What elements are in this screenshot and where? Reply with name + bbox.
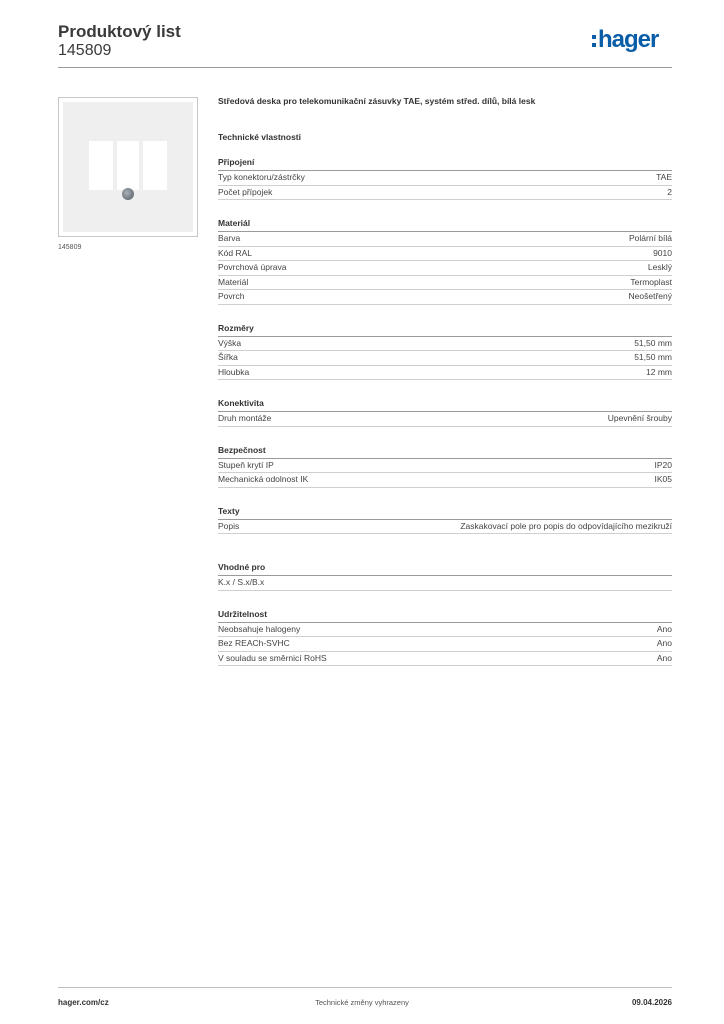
section-title: Vhodné pro — [218, 561, 672, 576]
spec-label: Bez REACh-SVHC — [218, 638, 290, 648]
spec-row — [218, 171, 672, 186]
spec-value: IK05 — [654, 474, 672, 484]
section-title: Rozměry — [218, 322, 672, 337]
connector-slot-middle — [117, 141, 139, 190]
section-title: Připojení — [218, 156, 672, 171]
spec-row — [218, 186, 672, 201]
spec-row — [218, 412, 672, 427]
spec-row — [218, 232, 672, 247]
spec-label: Mechanická odolnost IK — [218, 474, 309, 484]
footer-divider — [58, 987, 672, 988]
spec-value: Neošetřený — [628, 291, 672, 301]
product-image — [58, 97, 198, 237]
spec-label: Hloubka — [218, 366, 250, 377]
spec-label: Druh montáže — [218, 413, 272, 423]
spec-value: IP20 — [654, 459, 672, 470]
image-caption: 145809 — [58, 244, 82, 251]
spec-label: Typ konektoru/zástrčky — [218, 172, 305, 182]
spec-label: Barva — [218, 233, 241, 243]
spec-label: Povrchová úprava — [218, 262, 287, 272]
section-title: Bezpečnost — [218, 444, 672, 459]
spec-label: Počet přípojek — [218, 186, 273, 197]
spec-row — [218, 652, 672, 667]
screw-icon — [122, 188, 134, 200]
center-plate — [63, 102, 193, 232]
spec-section — [218, 608, 672, 667]
connector-slot-left — [89, 141, 113, 190]
spec-label: Kód RAL — [218, 247, 253, 258]
spec-value: TAE — [656, 172, 672, 182]
spec-label: Neobsahuje halogeny — [218, 623, 301, 634]
section-title: Texty — [218, 505, 672, 520]
logo-text: hager — [598, 26, 659, 53]
spec-label: Výška — [218, 337, 242, 348]
hager-logo — [592, 27, 658, 53]
spec-label: Popis — [218, 520, 240, 531]
spec-section — [218, 444, 672, 488]
spec-value: 2 — [667, 186, 672, 197]
product-description: Středová deska pro telekomunikační zásuvky TAE, systém střed. dílů, bílá lesk — [218, 96, 536, 106]
section-title: Udržitelnost — [218, 608, 672, 623]
spec-label: V souladu se směrnicí RoHS — [218, 652, 327, 663]
spec-value: Termoplast — [630, 276, 672, 287]
spec-value: 9010 — [653, 247, 672, 258]
product-specs — [218, 95, 672, 666]
spec-label: Povrch — [218, 291, 245, 301]
page-title: Produktový list — [58, 22, 181, 41]
spec-value: Lesklý — [647, 262, 672, 272]
spec-section — [218, 561, 672, 591]
spec-section — [218, 322, 672, 381]
spec-label: K.x / S.x/B.x — [218, 577, 265, 587]
spec-row — [218, 247, 672, 262]
spec-label: Stupeň krytí IP — [218, 459, 274, 470]
tech-heading: Technické vlastnosti — [218, 132, 301, 142]
spec-label: Materiál — [218, 276, 249, 287]
spec-row — [218, 473, 672, 488]
spec-row — [218, 520, 672, 535]
footer-notice: Technické změny vyhrazeny — [315, 998, 409, 1007]
spec-value: Ano — [656, 638, 672, 648]
section-title: Materiál — [218, 217, 672, 232]
document-header — [58, 22, 181, 60]
spec-value: Ano — [656, 623, 672, 634]
spec-value: 51,50 mm — [634, 337, 672, 348]
spec-section — [218, 217, 672, 305]
spec-value: 51,50 mm — [634, 352, 672, 362]
spec-row — [218, 623, 672, 638]
spec-row — [218, 637, 672, 652]
spec-value: Polární bílá — [629, 233, 672, 243]
spec-row — [218, 337, 672, 352]
spec-row — [218, 351, 672, 366]
logo-dots-icon — [592, 35, 596, 47]
spec-value: Upevnění šrouby — [607, 413, 672, 423]
product-number: 145809 — [58, 42, 112, 59]
spec-row — [218, 261, 672, 276]
spec-row — [218, 290, 672, 305]
spec-section — [218, 156, 672, 200]
spec-section — [218, 505, 672, 535]
spec-label: Šířka — [218, 352, 238, 362]
footer-date: 09.04.2026 — [631, 998, 672, 1007]
spec-row — [218, 366, 672, 381]
spec-section — [218, 397, 672, 427]
spec-value: Zaskakovací pole pro popis do odpovídajícího mezikruží — [460, 520, 672, 531]
connector-slot-right — [143, 141, 167, 190]
section-title: Konektivita — [218, 397, 672, 412]
footer-website[interactable]: hager.com/cz — [58, 998, 109, 1007]
spec-value: 12 mm — [646, 366, 672, 377]
spec-value: Ano — [656, 652, 672, 663]
header-divider — [58, 67, 672, 68]
spec-row — [218, 276, 672, 291]
spec-sections — [218, 156, 672, 666]
spec-row — [218, 459, 672, 474]
spec-row — [218, 576, 672, 591]
